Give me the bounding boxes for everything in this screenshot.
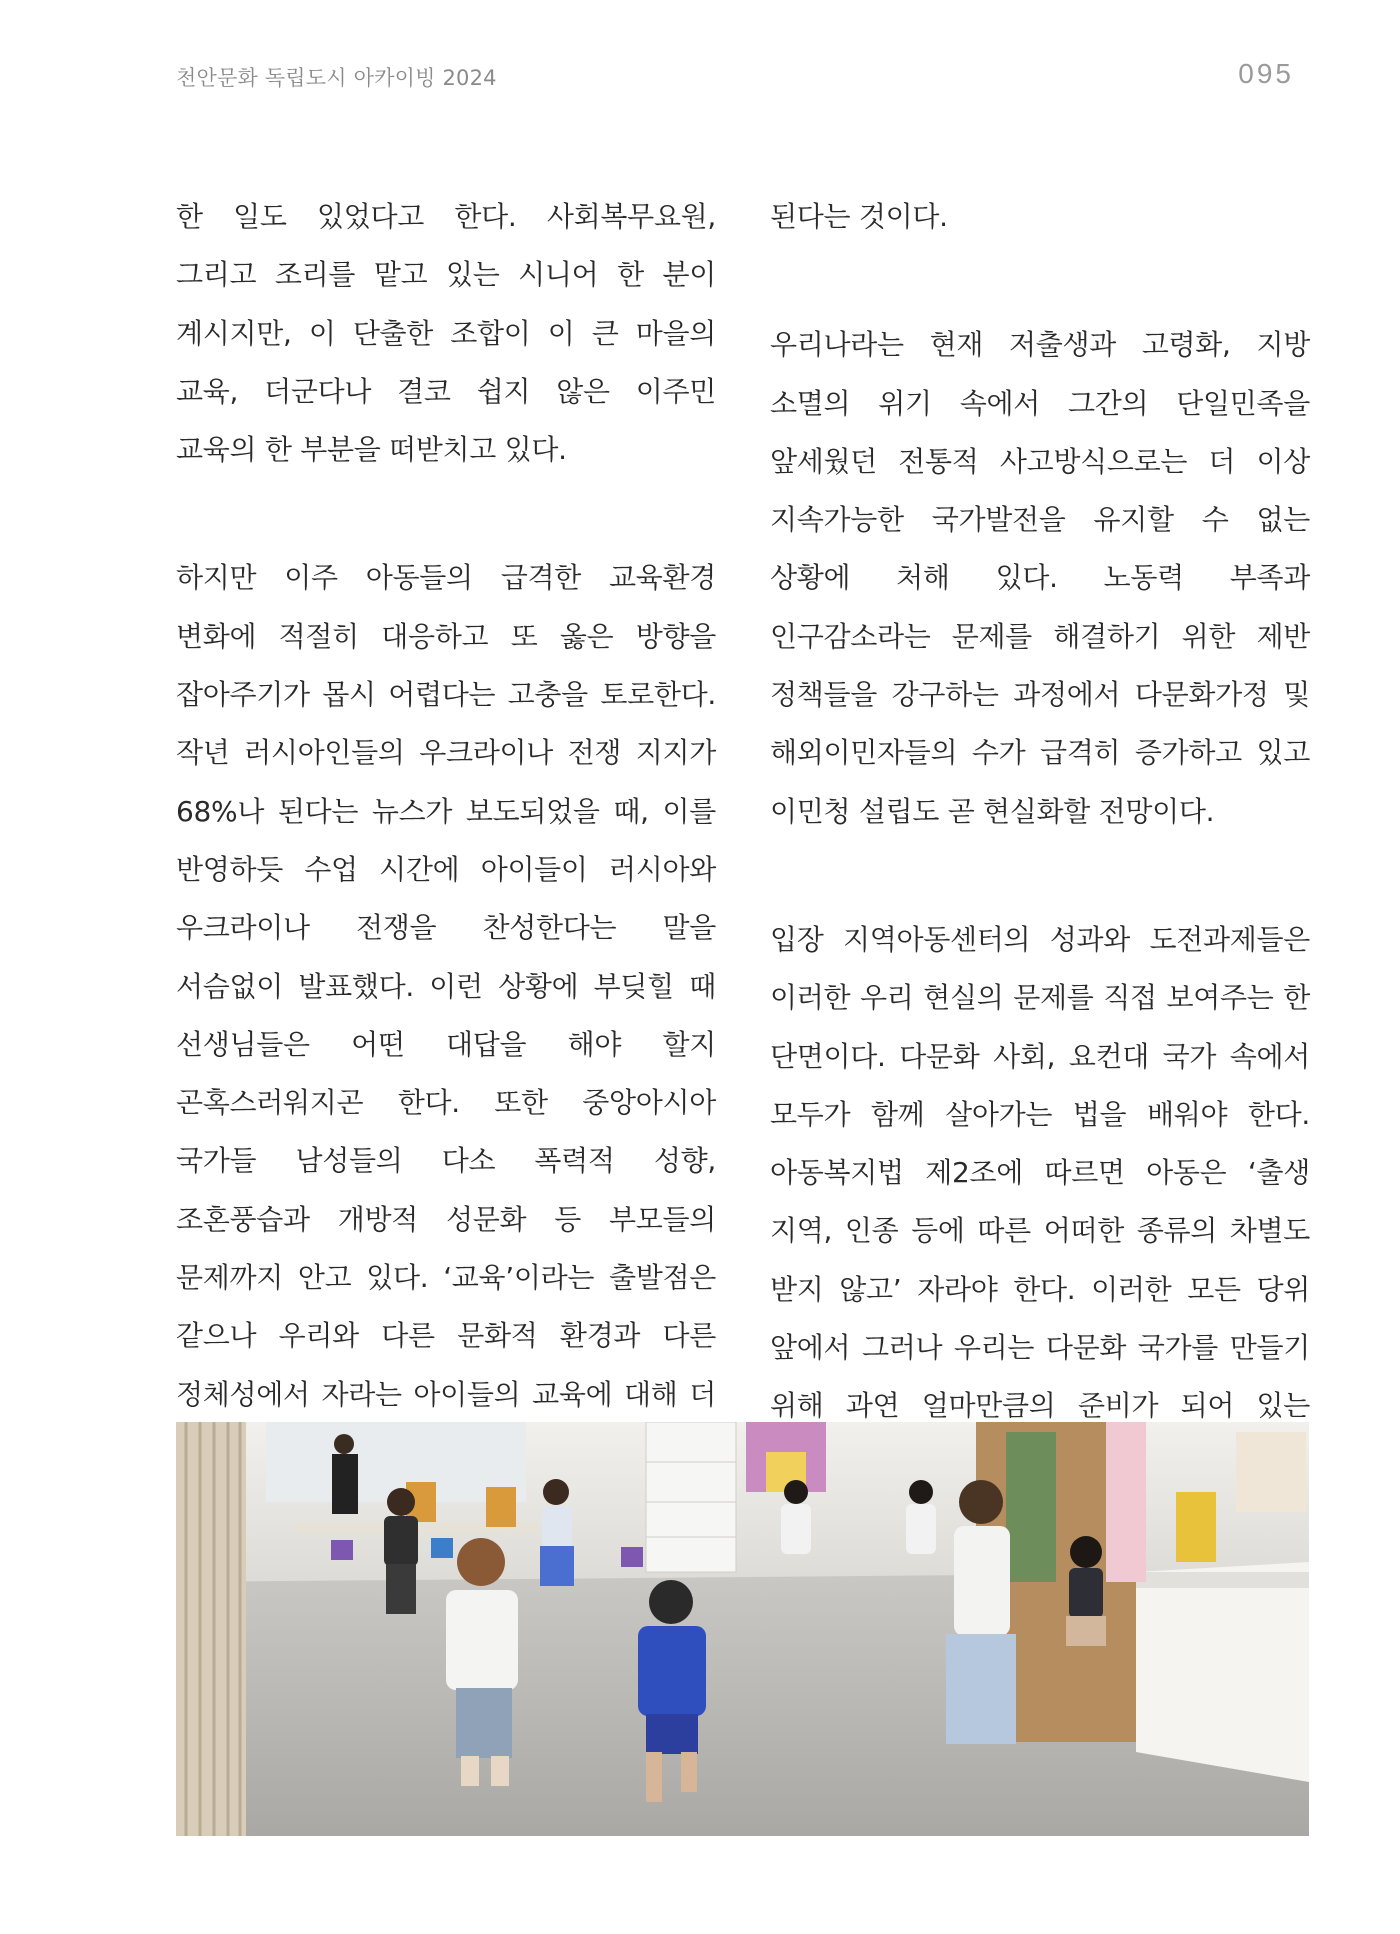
paragraph: 한 일도 있었다고 한다. 사회복무요원, 그리고 조리를 맡고 있는 시니어 한 분이 계시지만, 이 단출한 조합이 이 큰 마을의 교육, 더군다나 결코 쉽지 않은 이주민 교육의 한 부분을 떠받치고 있다. bbox=[176, 200, 716, 467]
paragraph: 하지만 이주 아동들의 급격한 교육환경 변화에 적절히 대응하고 또 옳은 방향을 잡아주기가 몹시 어렵다는 고충을 토로한다. 작년 러시아인들의 우크라이나 전쟁 지지가 68%나 된다는 뉴스가 보도되었을 때, 이를 반영하듯 수업 시간에 아이들이 러시아와 우크라이나 전쟁을 찬성한다는 말을 서슴없이 발표했다. 이런 상황에 부딪힐 때 선생님들은 어떤 대답을 해야 할지 곤혹스러워지곤 한다. 또한 중앙아시아 국가들 남성들의 다소 폭력적 성향, 조혼풍습과 개방적 성문화 등 부모들의 문제까지 안고 있다. ‘교육’이라는 출발점은 같으나 우리와 다른 문화적 환경과 다른 정체성에서 자라는 아이들의 교육에 대해 더 bbox=[176, 561, 716, 1411]
right-text-column bbox=[770, 188, 1310, 1564]
paragraph: 입장 지역아동센터의 성과와 도전과제들은 이러한 우리 현실의 문제를 직접 보여주는 한 단면이다. 다문화 사회, 요컨대 국가 속에서 모두가 함께 살아가는 법을 배워야 한다. 아동복지법 제2조에 따르면 아동은 ‘출생 지역, 인종 등에 따른 어떠한 종류의 차별도 받지 않고’ 자라야 한다. 이러한 모든 당위 앞에서 그러나 우리는 다문화 국가를 만들기 위해 과연 얼마만큼의 준비가 되어 있는 bbox=[770, 922, 1310, 1423]
left-text-column bbox=[176, 188, 716, 1552]
children-running-photo bbox=[176, 1422, 1309, 1836]
paragraph: 된다는 것이다. bbox=[770, 200, 948, 233]
running-header: 천안문화 독립도시 아카이빙 2024 bbox=[176, 66, 497, 90]
paragraph: 우리나라는 현재 저출생과 고령화, 지방 소멸의 위기 속에서 그간의 단일민족을 앞세웠던 전통적 사고방식으로는 더 이상 지속가능한 국가발전을 유지할 수 없는 상황에 처해 있다. 노동력 부족과 인구감소라는 문제를 해결하기 위한 제반 정책들을 강구하는 과정에서 다문화가정 및 해외이민자들의 수가 급격히 증가하고 있고 이민청 설립도 곧 현실화할 전망이다. bbox=[770, 328, 1310, 828]
page-number: 095 bbox=[1238, 58, 1294, 89]
